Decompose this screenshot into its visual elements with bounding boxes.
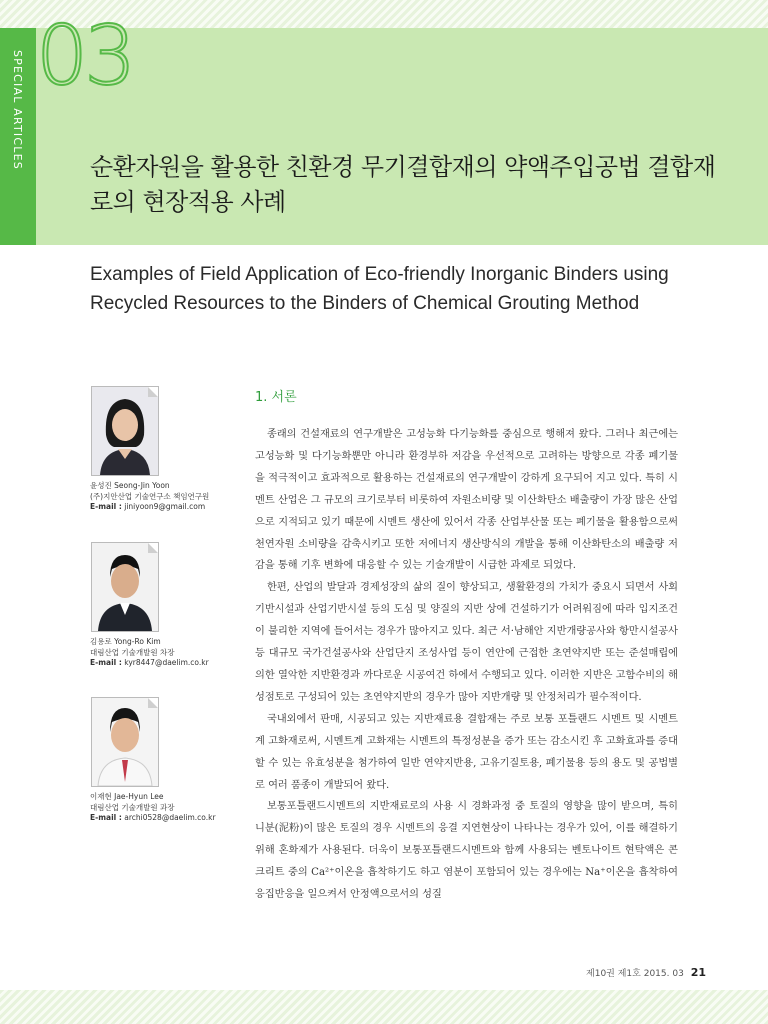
- paragraph-4: 보통포틀랜드시멘트의 지반재료로의 사용 시 경화과정 중 토질의 영향을 많이 받으며, 특히 니분(泥粉)이 많은 토질의 경우 시멘트의 응결 지연현상이 나타나는 경우가 있어, 이를 해결하기 위해 혼화제가 사용된다. 더욱이 보통포틀랜드시멘트와 함께 사용되는 벤토나이트 현탁액은 콘크리트 중의 Ca²⁺이온을 흡착하기도 하고 염분이 포함되어 있는 경우에는 Na⁺이온을 흡착하여 응집반응을 일으켜서 안정액으로서의 성질: [255, 801, 678, 901]
- author-affiliation-2: 대림산업 기술개발원 차장: [90, 648, 175, 657]
- footer-date: 2015. 03: [643, 969, 684, 979]
- page-footer: [586, 966, 706, 979]
- article-number: 03: [36, 9, 133, 104]
- author-email-1[interactable]: jiniyoon9@gmail.com: [124, 502, 206, 511]
- body-text: [255, 424, 678, 906]
- footer-issue: 제10권 제1호: [586, 969, 641, 979]
- paragraph-3: 국내외에서 판매, 시공되고 있는 지반재료용 결합재는 주로 보통 포틀랜드 시멘트 및 시멘트계 고화재로써, 시멘트계 고화재는 시멘트의 특정성분을 증가 또는 감소시킨 후 고화효과를 증대할 수 있는 유효성분을 첨가하여 일반 연약지반용, 고유기질토용, 폐기물용 등의 용도 및 공법별로 여러 품종이 개발되어 왔다.: [255, 713, 678, 791]
- author-photo-1: [91, 386, 159, 476]
- side-label-text: SPECIAL ARTICLES: [11, 50, 24, 170]
- author-card-3: [90, 697, 240, 822]
- author-affiliation-1: (주)지안산업 기술연구소 책임연구원: [90, 492, 210, 501]
- bottom-stripe-decoration: [0, 990, 768, 1024]
- author-name-1: 윤성진 Seong-Jin Yoon: [90, 481, 170, 490]
- email-label-2: E-mail :: [90, 658, 122, 667]
- author-card-1: [90, 386, 240, 511]
- author-email-2[interactable]: kyr8447@daelim.co.kr: [124, 658, 209, 667]
- korean-title: 순환자원을 활용한 친환경 무기결합재의 약액주입공법 결합재로의 현장적용 사례: [90, 153, 716, 216]
- email-label-3: E-mail :: [90, 813, 122, 822]
- paragraph-2: 한편, 산업의 발달과 경제성장의 삶의 질이 향상되고, 생활환경의 가치가 중요시 되면서 사회기반시설과 산업기반시설 등의 도심 및 양질의 지반 상에 건설하기가 어려워짐에 따라 입지조건이 불리한 지역에 들어서는 경우가 많아지고 있다. 최근 서·남해안 지반개량공사와 항만시설공사 등 대규모 국가건설공사와 산업단지 조성사업 등이 연안에 근접한 초연약지반 또는 준설매립에 의한 열악한 지반환경과 까다로운 시공여건 하에서 수행되고 있다. 이러한 지반은 고함수비의 해성점토로 구성되어 있는 초연약지반의 경우가 많아 지반개량 및 안정처리가 필수적이다.: [255, 582, 678, 703]
- author-affiliation-3: 대림산업 기술개발원 과장: [90, 803, 175, 812]
- author-name-3: 이재현 Jae-Hyun Lee: [90, 792, 164, 801]
- author-card-2: [90, 542, 240, 667]
- page-number: 21: [690, 966, 706, 979]
- author-photo-2: [91, 542, 159, 632]
- section-heading: 1. 서론: [255, 390, 297, 405]
- author-email-3[interactable]: archi0528@daelim.co.kr: [124, 813, 216, 822]
- author-name-2: 김용로 Yong-Ro Kim: [90, 637, 161, 646]
- author-photo-3: [91, 697, 159, 787]
- paragraph-1: 종래의 건설재료의 연구개발은 고성능화 다기능화를 중심으로 행해져 왔다. 그러나 최근에는 고성능화 및 다기능화뿐만 아니라 환경부하 저감을 우선적으로 고려하는 방향으로 각종 폐기물을 적극적이고 효과적으로 활용하는 건설재료의 연구개발이 강하게 요구되어 지고 있다. 특히 시멘트 산업은 그 규모의 크기로부터 비롯하여 자원소비량 및 이산화탄소 배출량이 가장 많은 산업으로 지적되고 있기 때문에 시멘트 생산에 있어서 각종 산업부산물 또는 폐기물을 활용함으로써 천연자원 소비량을 감축시키고 또한 저에너지 생산방식의 개발을 통해 이산화탄소의 배출량 저감을 통해 기후 변화에 대응할 수 있는 기술개발이 시급한 과제로 되었다.: [255, 429, 678, 572]
- english-title: Examples of Field Application of Eco-friendly Inorganic Binders using Recycled Resources to the Binders of Chemical Grouting Method: [90, 264, 669, 314]
- email-label-1: E-mail :: [90, 502, 122, 511]
- section-side-label: [0, 28, 36, 245]
